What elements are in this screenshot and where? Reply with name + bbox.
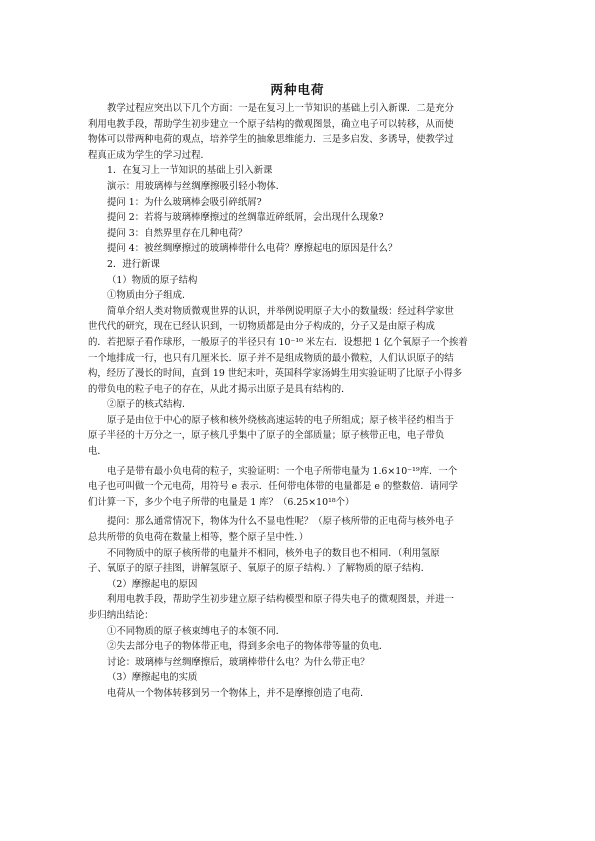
paragraph-line: 的．若把原子看作球形，一般原子的半径只有 10⁻¹⁰ 米左右．设想把 1 亿个氧原子一个挨着 [88, 336, 468, 348]
question-line: 提问 4：被丝绸摩擦过的玻璃棒带什么电荷？摩擦起电的原因是什么？ [107, 243, 398, 255]
paragraph-line: 子、氧原子的原子挂图，讲解氢原子、氧原子的原子结构．）了解物质的原子结构． [88, 563, 431, 575]
paragraph-line: 电子是带有最小负电荷的粒子，实验证明：一个电子所带电量为 1.6×10⁻¹⁹库．一个 [107, 465, 458, 477]
paragraph-line: 程真正成为学生的学习过程． [88, 149, 210, 161]
paragraph-line: 利用电教手段，帮助学生初步建立一个原子结构的微观图景，确立电子可以转移，从而使 [88, 118, 454, 130]
paragraph-line: 原子半径的十万分之一，原子核几乎集中了原子的全部质量；原子核带正电，电子带负 [88, 430, 445, 442]
document-title: 两种电荷 [270, 82, 325, 97]
paragraph-line: 利用电教手段，帮助学生初步建立原子结构模型和原子得失电子的微观图景，并进一 [107, 594, 454, 606]
point-line: ①不同物质的原子核束缚电子的本领不同． [107, 625, 286, 637]
paragraph-line: 世代代的研究，现在已经认识到，一切物质都是由分子构成的，分子又是由原子构成 [88, 321, 435, 333]
paragraph-line: 提问：那么通常情况下，物体为什么不显电性呢？（原子核所带的正电荷与核外电子 [107, 516, 454, 528]
discussion-line: 讨论：玻璃棒与丝绸摩擦后，玻璃棒带什么电？为什么带正电？ [107, 656, 370, 668]
paragraph-line: 原子是由位于中心的原子核和核外绕核高速运转的电子所组成；原子核半径约相当于 [107, 414, 454, 426]
subsection-heading: （1）物质的原子结构 [107, 274, 198, 286]
document-body [88, 101, 508, 702]
paragraph-line: 的带负电的粒子电子的存在，从此才揭示出原子是具有结构的． [88, 383, 351, 395]
paragraph-line: 不同物质中的原子核所带的电量并不相同，核外电子的数目也不相同．（利用氢原 [107, 547, 440, 559]
question-line: 提问 2：若将与玻璃棒摩擦过的丝绸靠近碎纸屑，会出现什么现象? [107, 212, 384, 224]
question-line: 提问 1：为什么玻璃棒会吸引碎纸屑? [107, 196, 262, 208]
subsection-heading: （2）摩擦起电的原因 [107, 578, 198, 590]
point-line: ②失去部分电子的物体带正电，得到多余电子的物体带等量的负电． [107, 641, 389, 653]
paragraph-line: 演示：用玻璃棒与丝绸摩擦吸引轻小物体． [107, 180, 286, 192]
subsection-heading: （3）摩擦起电的实质 [107, 672, 198, 684]
paragraph-line: 们计算一下，多少个电子所带的电量是 1 库？（6.25×10¹⁸个） [88, 496, 355, 508]
paragraph-line: 电荷从一个物体转移到另一个物体上，并不是摩擦创造了电荷． [107, 687, 370, 699]
paragraph-line: 电． [88, 446, 107, 458]
paragraph-line: 构，经历了漫长的时间，直到 19 世纪末叶，英国科学家汤姆生用实验证明了比原子小得多 [88, 368, 463, 380]
paragraph-line: 教学过程应突出以下几个方面：一是在复习上一节知识的基础上引入新课．二是充分 [107, 103, 454, 114]
point-line: ①物质由分子组成． [107, 290, 192, 302]
paragraph-line: 总共所带的负电荷在数量上相等，整个原子呈中性．） [88, 532, 309, 544]
paragraph-line: 物体可以带两种电荷的观点，培养学生的抽象思维能力．三是多启发、多诱导，使教学过 [88, 134, 454, 146]
paragraph-line: 电子也可叫做一个元电荷，用符号 e 表示．任何带电体带的电量都是 e 的整数倍．请同学 [88, 481, 458, 493]
section-heading: 2．进行新课 [107, 258, 160, 270]
point-line: ②原子的核式结构． [107, 399, 192, 411]
paragraph-line: 简单介绍人类对物质微观世界的认识，并举例说明原子大小的数量级：经过科学家世 [107, 305, 454, 317]
section-heading: 1．在复习上一节知识的基础上引入新课 [107, 165, 273, 177]
paragraph-line: 一个地排成一行，也只有几厘米长．原子并不是组成物质的最小微粒，人们认识原子的结 [88, 352, 454, 364]
paragraph-line: 步归纳出结论： [88, 610, 154, 621]
question-line: 提问 3：自然界里存在几种电荷？ [107, 227, 248, 239]
